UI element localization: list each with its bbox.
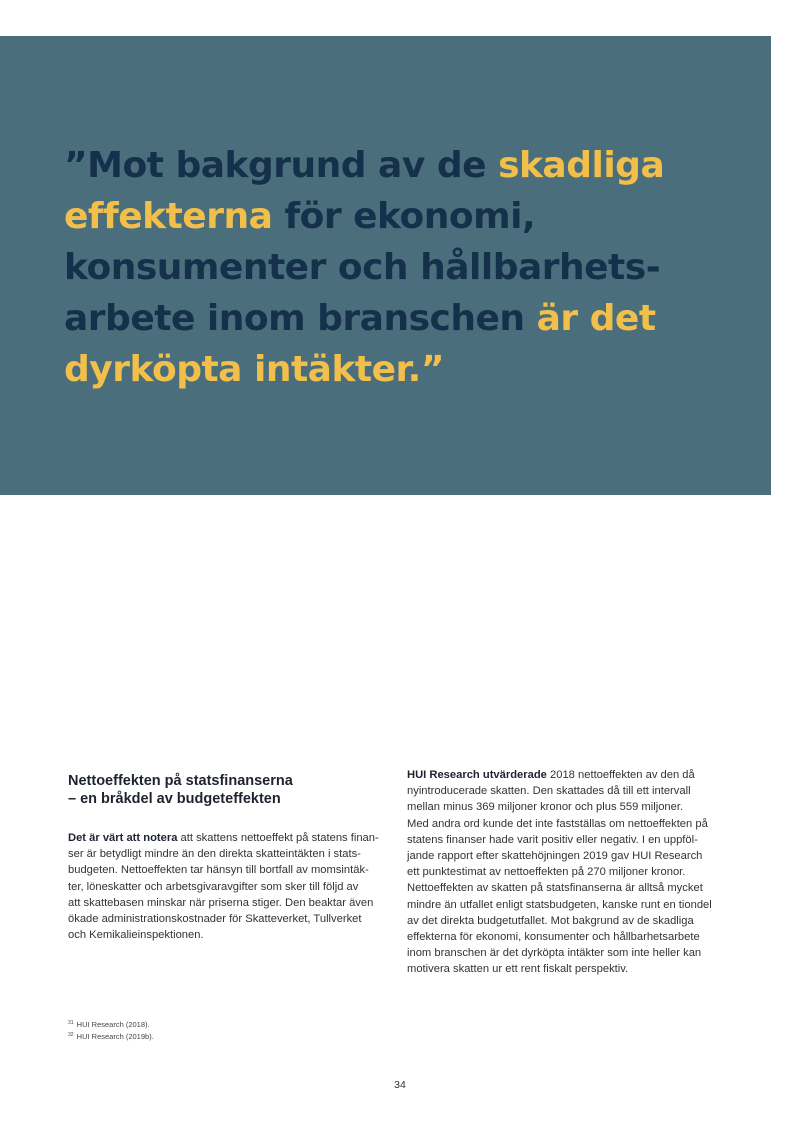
left-paragraph: [68, 830, 393, 943]
pull-quote: [64, 140, 714, 395]
footnote: [68, 1030, 154, 1042]
paragraph-line: statens finanser hade varit positiv eller negativ. I en uppföl-: [407, 833, 698, 846]
paragraph-text: 2018 nettoeffekten av den då: [546, 769, 695, 781]
footnote-text: HUI Research (2019b).: [76, 1032, 154, 1041]
footnote-number: 31: [68, 1020, 74, 1026]
paragraph-line: ett punktestimat av nettoeffekten på 270 miljoner kronor.: [407, 866, 686, 879]
footnote-text: HUI Research (2018).: [76, 1020, 150, 1029]
paragraph-line: Nettoeffekten av skatten på statsfinanserna är alltså mycket: [407, 882, 703, 895]
quote-highlight: skadliga: [498, 145, 665, 186]
lead-in: HUI Research utvärderade: [407, 769, 547, 781]
paragraph-line: budgeten. Nettoeffekten tar hänsyn till bortfall av momsintäk-: [68, 864, 369, 877]
lead-in: Det är värt att notera: [68, 832, 178, 844]
paragraph-line: ökade administrationskostnader för Skatteverket, Tullverket: [68, 913, 362, 926]
quote-highlight: är det: [536, 298, 656, 339]
paragraph-line: [407, 767, 732, 783]
paragraph-line: Med andra ord kunde det inte fastställas om nettoeffekten på: [407, 817, 708, 830]
section-heading-line: Nettoeffekten på statsfinanserna: [68, 773, 293, 789]
quote-text: för ekonomi,: [272, 196, 536, 237]
paragraph-line: att skattebasen minskar när priserna stiger. Den beaktar även: [68, 896, 374, 909]
left-column: [68, 767, 393, 943]
quote-highlight: dyrköpta intäkter.”: [64, 349, 444, 390]
right-paragraph: [407, 767, 732, 978]
paragraph-line: och Kemikalieinspektionen.: [68, 929, 204, 942]
footnotes: [68, 1018, 154, 1042]
paragraph-line: effekterna för ekonomi, konsumenter och hållbarhetsarbete: [407, 931, 700, 944]
section-heading: [68, 772, 393, 808]
section-heading-line: – en bråkdel av budgeteffekten: [68, 791, 281, 807]
page-number: 34: [394, 1079, 406, 1091]
paragraph-text: att skattens nettoeffekt på statens finan-: [177, 832, 379, 844]
quote-highlight: effekterna: [64, 196, 273, 237]
paragraph-line: inom branschen är det dyrköpta intäkter som inte heller kan: [407, 947, 702, 960]
quote-text: konsumenter och hållbarhets-: [64, 247, 661, 288]
right-column: [407, 767, 732, 978]
paragraph-line: mindre än utfallet enligt statsbudgeten, kanske runt en tiondel: [407, 898, 712, 911]
paragraph-line: [68, 830, 393, 846]
paragraph-line: mellan minus 369 miljoner kronor och plus 559 miljoner.: [407, 801, 684, 814]
paragraph-line: ser är betydligt mindre än den direkta skatteintäkten i stats-: [68, 848, 361, 861]
paragraph-line: nyintroducerade skatten. Den skattades då till ett intervall: [407, 785, 691, 798]
quote-text: ”Mot bakgrund av de: [64, 145, 499, 186]
footnote-number: 32: [68, 1032, 74, 1038]
paragraph-line: av det direkta budgetutfallet. Mot bakgrund av de skadliga: [407, 914, 694, 927]
quote-text: arbete inom branschen: [64, 298, 537, 339]
paragraph-line: ter, löneskatter och arbetsgivaravgifter som sker till följd av: [68, 880, 359, 893]
paragraph-line: jande rapport efter skattehöjningen 2019 gav HUI Research: [407, 850, 703, 863]
paragraph-line: motivera skatten ur ett rent fiskalt perspektiv.: [407, 963, 629, 976]
footnote: [68, 1018, 154, 1030]
